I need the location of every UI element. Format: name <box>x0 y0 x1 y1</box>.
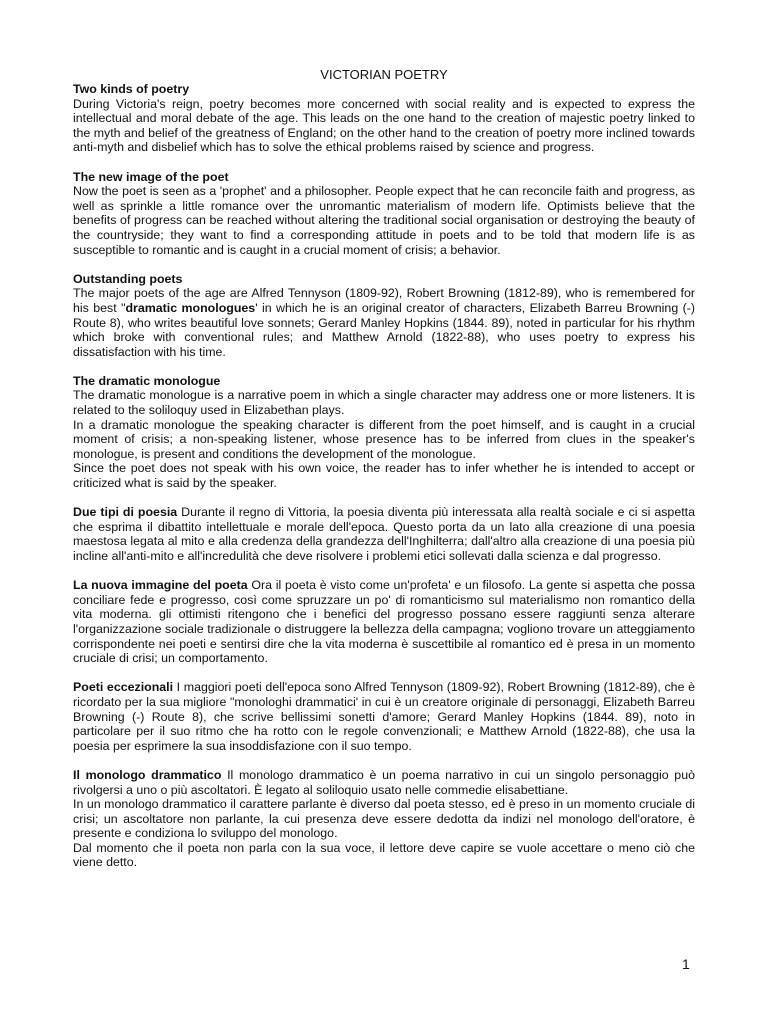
text-run: Ora il poeta è visto come un'profeta' e un filosofo. La gente si aspetta che possa conciliare fede e progresso, così come spruzzare un po' di romanticismo sul materialismo non romantico della vita moderna. gli ottimisti ritengono che i benefici del progresso possano essere raggiunti senza alterare l'organizzazione sociale tradizionale o distruggere la bellezza della campagna; vogliono trovare un atteggiamento corrispondente nei poeti e sentirsi dire che la vita moderna è suscettibile al romantico ed è presa in un momento cruciale di crisi; un comportamento. <box>73 578 695 666</box>
section-poeti-eccezionali <box>73 680 695 753</box>
page-number: 1 <box>682 956 690 972</box>
paragraph <box>73 680 695 753</box>
bold-term: dramatic monologues <box>125 300 256 315</box>
paragraph: In a dramatic monologue the speaking character is different from the poet himself, and is caught in a crucial moment of crisis; a non-speaking listener, whose presence has to be inferred from clues in the speaker's monologue, is present and conditions the development of the monologue. <box>73 417 695 461</box>
inline-heading: Poeti eccezionali <box>73 680 174 695</box>
section-dramatic-monologue <box>73 374 695 491</box>
text-run: Il monologo drammatico è un poema narrativo in cui un singolo personaggio può rivolgersi a uno o più ascoltatori. È legato al soliloquio usato nelle commedie elisabettiane. <box>73 767 695 797</box>
paragraph: Dal momento che il poeta non parla con la sua voce, il lettore deve capire se vuole accettare o meno ciò che viene detto. <box>73 840 695 870</box>
paragraph <box>73 505 695 563</box>
paragraph: The dramatic monologue is a narrative poem in which a single character may address one or more listeners. It is related to the soliloquy used in Elizabethan plays. <box>73 388 695 418</box>
section-heading: Outstanding poets <box>73 271 183 286</box>
paragraph <box>73 768 695 797</box>
inline-heading: La nuova immagine del poeta <box>73 578 248 593</box>
paragraph <box>73 578 695 666</box>
section-due-tipi-di-poesia <box>73 505 695 563</box>
paragraph: During Victoria's reign, poetry becomes more concerned with social reality and is expected to express the intellectual and moral debate of the age. This leads on the one hand to the creation of majestic poetry linked to the myth and belief of the greatness of England; on the other hand to the creation of poetry more inclined towards anti-myth and disbelief which has to solve the ethical problems raised by science and progress. <box>73 96 695 155</box>
text-run: I maggiori poeti dell'epoca sono Alfred Tennyson (1809-92), Robert Browning (1812-89), che è ricordato per la sua migliore "monologhi drammatici' in cui è un creatore originale di personaggi, Elizabeth Barreu Browning (-) Route 8), che scrive bellissimi sonetti d'amore; Gerard Manley Hopkins (1844. 89), noto in particolare per il suo ritmo che ha rotto con le regole convenzionali; e Matthew Arnold (1822-88), che usa la poesia per esprimere la sua insoddisfazione con il suo tempo. <box>73 680 695 753</box>
section-heading: The dramatic monologue <box>73 373 221 388</box>
section-monologo-drammatico <box>73 768 695 870</box>
paragraph: Since the poet does not speak with his own voice, the reader has to infer whether he is intended to accept or criticized what is said by the speaker. <box>73 461 695 491</box>
text-run: The major poets of the age are Alfred Tennyson (1809-92), Robert Browning (1812-89), who is remembered for his best " <box>73 286 695 315</box>
section-new-image-of-poet <box>73 170 695 258</box>
text-run: Durante il regno di Vittoria, la poesia diventa più interessata alla realtà sociale e ci si aspetta che esprima il dibattito intellettuale e morale dell'epoca. Questo porta da un lato alla creazione di una poesia maestosa legata al mito e alla credenza della grandezza dell'Inghilterra; dall'altro alla creazione di una poesia più incline all'anti-mito e all'incredulità che deve risolvere i problemi etici sollevati dalla scienza e dal progresso. <box>73 505 695 563</box>
section-nuova-immagine-del-poeta <box>73 578 695 666</box>
section-outstanding-poets <box>73 272 695 360</box>
inline-heading: Due tipi di poesia <box>73 505 178 520</box>
section-heading: The new image of the poet <box>73 169 229 184</box>
section-two-kinds-of-poetry <box>73 82 695 155</box>
section-heading: Two kinds of poetry <box>73 82 190 96</box>
paragraph: In un monologo drammatico il carattere parlante è diverso dal poeta stesso, ed è preso in un momento cruciale di crisi; un ascoltatore non parlante, la cui presenza deve essere dedotta da indizi nel monologo dell'oratore, è presente e condiziona lo sviluppo del monologo. <box>73 797 695 841</box>
inline-heading: Il monologo drammatico <box>73 767 222 782</box>
document-body <box>73 82 695 885</box>
paragraph: Now the poet is seen as a 'prophet' and a philosopher. People expect that he can reconcile faith and progress, as well as sprinkle a little romance over the unromantic materialism of modern life. Optimists believe that the benefits of progress can be reached without altering the traditional social organisation or destroying the beauty of the countryside; they want to find a corresponding attitude in poets and to be told that modern life is as susceptible to romantic and is caught in a crucial moment of crisis; a behavior. <box>73 184 695 257</box>
page-title: VICTORIAN POETRY <box>320 67 448 82</box>
paragraph <box>73 286 695 359</box>
text-run: ' in which he is an original creator of characters, Elizabeth Barreu Browning (-) Route 8), who writes beautiful love sonnets; Gerard Manley Hopkins (1844. 89), noted in particular for his rhythm which broke with conventional rules; and Matthew Arnold (1822-88), who uses poetry to express his dissatisfaction with his time. <box>73 300 695 359</box>
